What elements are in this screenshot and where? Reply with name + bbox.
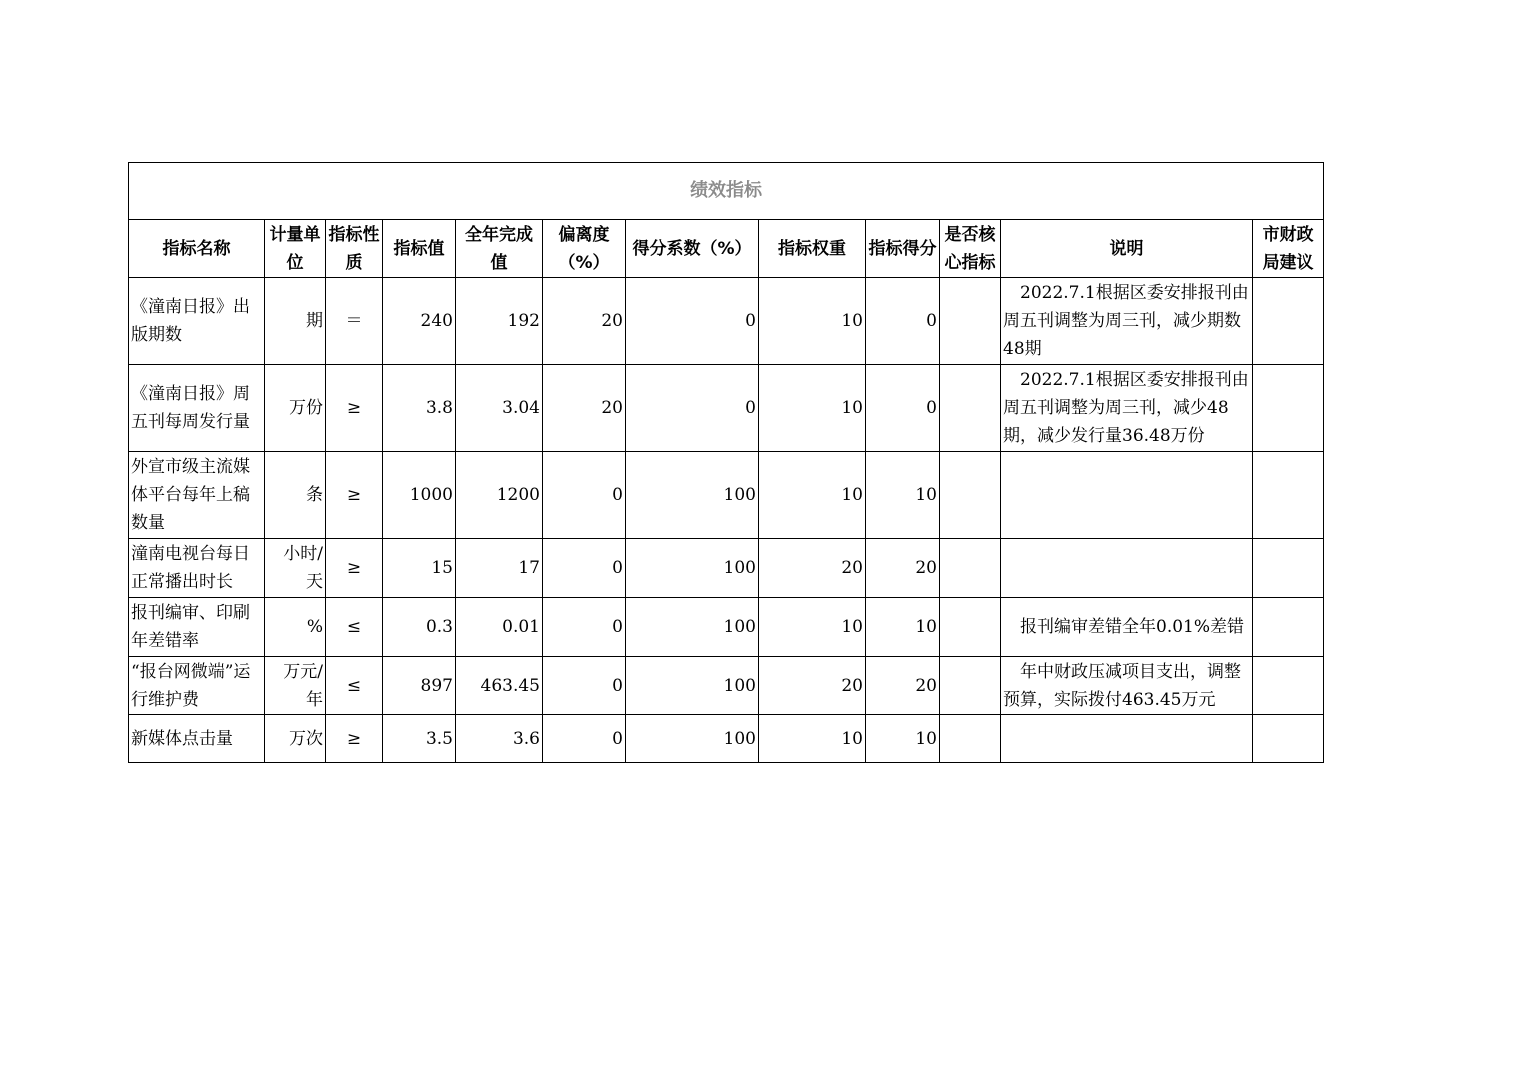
nature-cell: ≥ — [326, 452, 383, 539]
core-indicator-cell — [940, 278, 1001, 365]
target-value-cell: 0.3 — [383, 598, 456, 657]
score-cell: 20 — [866, 539, 940, 598]
actual-value-cell: 0.01 — [456, 598, 543, 657]
target-value-cell: 897 — [383, 657, 456, 715]
note-cell: 年中财政压减项目支出，调整预算，实际拨付463.45万元 — [1001, 657, 1253, 715]
note-cell: 2022.7.1根据区委安排报刊由周五刊调整为周三刊，减少48期，减少发行量36.48万份 — [1001, 365, 1253, 452]
score-cell: 20 — [866, 657, 940, 715]
finance-advice-cell — [1253, 278, 1324, 365]
header-indicator-name: 指标名称 — [129, 220, 265, 278]
header-score-coefficient: 得分系数（%） — [626, 220, 759, 278]
header-actual-value: 全年完成值 — [456, 220, 543, 278]
weight-cell: 10 — [759, 365, 866, 452]
table-row — [129, 657, 1324, 715]
weight-cell: 10 — [759, 278, 866, 365]
unit-cell: % — [265, 598, 326, 657]
table-row — [129, 365, 1324, 452]
header-core-indicator: 是否核心指标 — [940, 220, 1001, 278]
score-coefficient-cell: 100 — [626, 657, 759, 715]
table-row — [129, 598, 1324, 657]
actual-value-cell: 1200 — [456, 452, 543, 539]
table-row — [129, 452, 1324, 539]
score-cell: 0 — [866, 278, 940, 365]
indicator-name-cell: 《潼南日报》出版期数 — [129, 278, 265, 365]
unit-cell: 条 — [265, 452, 326, 539]
actual-value-cell: 192 — [456, 278, 543, 365]
weight-cell: 20 — [759, 539, 866, 598]
score-coefficient-cell: 100 — [626, 539, 759, 598]
nature-cell: ≥ — [326, 365, 383, 452]
unit-cell: 万次 — [265, 715, 326, 763]
note-cell — [1001, 715, 1253, 763]
table-row — [129, 278, 1324, 365]
deviation-cell: 0 — [543, 598, 626, 657]
score-coefficient-cell: 100 — [626, 715, 759, 763]
header-deviation: 偏离度（%） — [543, 220, 626, 278]
core-indicator-cell — [940, 452, 1001, 539]
finance-advice-cell — [1253, 598, 1324, 657]
weight-cell: 10 — [759, 715, 866, 763]
nature-cell: ≥ — [326, 539, 383, 598]
target-value-cell: 3.5 — [383, 715, 456, 763]
score-coefficient-cell: 0 — [626, 278, 759, 365]
nature-cell: ＝ — [326, 278, 383, 365]
deviation-cell: 0 — [543, 452, 626, 539]
finance-advice-cell — [1253, 539, 1324, 598]
indicator-name-cell: 潼南电视台每日正常播出时长 — [129, 539, 265, 598]
finance-advice-cell — [1253, 365, 1324, 452]
unit-cell: 万份 — [265, 365, 326, 452]
note-cell: 2022.7.1根据区委安排报刊由周五刊调整为周三刊，减少期数48期 — [1001, 278, 1253, 365]
header-finance-advice: 市财政局建议 — [1253, 220, 1324, 278]
nature-cell: ≥ — [326, 715, 383, 763]
target-value-cell: 3.8 — [383, 365, 456, 452]
indicator-name-cell: 报刊编审、印刷年差错率 — [129, 598, 265, 657]
score-cell: 10 — [866, 452, 940, 539]
score-coefficient-cell: 100 — [626, 452, 759, 539]
finance-advice-cell — [1253, 715, 1324, 763]
weight-cell: 20 — [759, 657, 866, 715]
unit-cell: 小时/天 — [265, 539, 326, 598]
nature-cell: ≤ — [326, 598, 383, 657]
actual-value-cell: 463.45 — [456, 657, 543, 715]
actual-value-cell: 17 — [456, 539, 543, 598]
finance-advice-cell — [1253, 657, 1324, 715]
performance-indicator-table — [128, 162, 1324, 763]
nature-cell: ≤ — [326, 657, 383, 715]
deviation-cell: 0 — [543, 715, 626, 763]
deviation-cell: 0 — [543, 539, 626, 598]
header-weight: 指标权重 — [759, 220, 866, 278]
header-note: 说明 — [1001, 220, 1253, 278]
target-value-cell: 1000 — [383, 452, 456, 539]
core-indicator-cell — [940, 539, 1001, 598]
target-value-cell: 240 — [383, 278, 456, 365]
unit-cell: 期 — [265, 278, 326, 365]
table-row — [129, 715, 1324, 763]
score-coefficient-cell: 100 — [626, 598, 759, 657]
actual-value-cell: 3.6 — [456, 715, 543, 763]
score-cell: 10 — [866, 598, 940, 657]
core-indicator-cell — [940, 657, 1001, 715]
score-cell: 0 — [866, 365, 940, 452]
table-row — [129, 539, 1324, 598]
note-cell — [1001, 539, 1253, 598]
deviation-cell: 20 — [543, 278, 626, 365]
actual-value-cell: 3.04 — [456, 365, 543, 452]
indicator-name-cell: 《潼南日报》周五刊每周发行量 — [129, 365, 265, 452]
note-cell: 报刊编审差错全年0.01%差错 — [1001, 598, 1253, 657]
indicator-name-cell: 新媒体点击量 — [129, 715, 265, 763]
deviation-cell: 20 — [543, 365, 626, 452]
note-cell — [1001, 452, 1253, 539]
header-nature: 指标性质 — [326, 220, 383, 278]
indicator-name-cell: 外宣市级主流媒体平台每年上稿数量 — [129, 452, 265, 539]
core-indicator-cell — [940, 598, 1001, 657]
unit-cell: 万元/年 — [265, 657, 326, 715]
indicator-name-cell: “报台网微端”运行维护费 — [129, 657, 265, 715]
core-indicator-cell — [940, 715, 1001, 763]
header-score: 指标得分 — [866, 220, 940, 278]
table-body — [129, 278, 1324, 763]
finance-advice-cell — [1253, 452, 1324, 539]
core-indicator-cell — [940, 365, 1001, 452]
weight-cell: 10 — [759, 452, 866, 539]
header-target-value: 指标值 — [383, 220, 456, 278]
deviation-cell: 0 — [543, 657, 626, 715]
header-unit: 计量单位 — [265, 220, 326, 278]
target-value-cell: 15 — [383, 539, 456, 598]
score-coefficient-cell: 0 — [626, 365, 759, 452]
section-title: 绩效指标 — [129, 163, 1324, 220]
score-cell: 10 — [866, 715, 940, 763]
weight-cell: 10 — [759, 598, 866, 657]
